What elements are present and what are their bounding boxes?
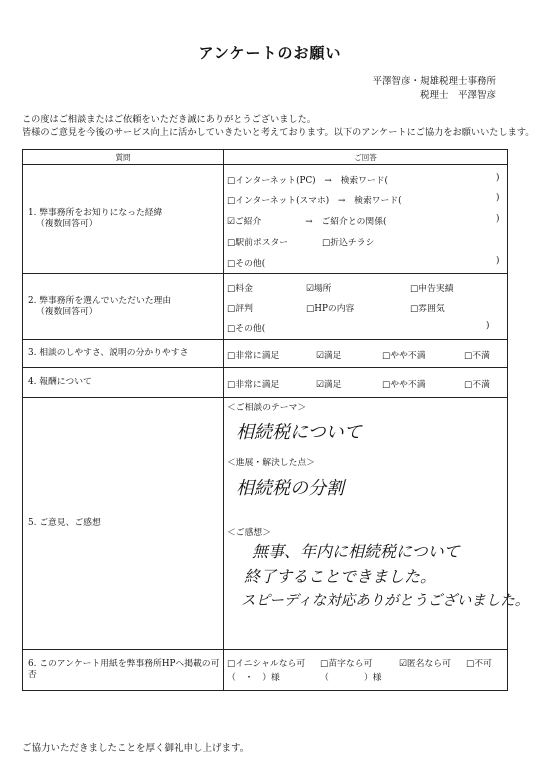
q1-opt-other[interactable]: □その他( bbox=[227, 259, 266, 269]
q3-answers bbox=[224, 340, 508, 368]
q2-label: 2. 弊事務所を選んでいただいた理由 （複数回答可） bbox=[23, 274, 224, 340]
q3-label: 3. 相談のしやすさ、説明の分かりやすさ bbox=[23, 340, 224, 368]
q2-opt-hp-content[interactable]: □HPの内容 bbox=[306, 304, 355, 314]
q3-opt-somewhat-dissatisfied[interactable]: □やや不満 bbox=[382, 351, 426, 361]
q2-opt-other[interactable]: □その他( bbox=[227, 324, 266, 334]
survey-table bbox=[22, 149, 530, 691]
q4-opt-somewhat-dissatisfied[interactable]: □やや不満 bbox=[382, 380, 426, 390]
q2-opt-atmosphere[interactable]: □雰囲気 bbox=[410, 304, 445, 314]
thank-you-footer: ご協力いただきましたことを厚く御礼申し上げます。 bbox=[22, 743, 250, 754]
answer-column-header: ご回答 bbox=[224, 150, 508, 165]
q4-answers bbox=[224, 368, 508, 398]
q2-opt-location[interactable]: ☑場所 bbox=[306, 284, 332, 294]
q1-opt-referral[interactable]: ☑ご紹介 → ご紹介との関係( bbox=[227, 217, 387, 227]
q4-opt-dissatisfied[interactable]: □不満 bbox=[464, 380, 490, 390]
q4-opt-satisfied[interactable]: ☑満足 bbox=[316, 380, 342, 390]
q1-answers: □インターネット(PC) → 検索ワード( ) □インターネット(スマホ) → 検索ワード( ) ☑ご紹介 → ご紹介との関係( ) □駅前ポスター □折込チラシ □その他( ) bbox=[224, 165, 508, 274]
q3-opt-dissatisfied[interactable]: □不満 bbox=[464, 351, 490, 361]
question-column-header: 質問 bbox=[23, 150, 224, 165]
intro-text bbox=[22, 113, 534, 139]
q6-opt-surname[interactable]: □苗字なら可 bbox=[320, 659, 373, 669]
q2-opt-fee[interactable]: □料金 bbox=[227, 284, 253, 294]
q6-surname-field[interactable]: （ ）様 bbox=[320, 673, 382, 683]
q5-theme-answer[interactable]: 相続税について bbox=[236, 422, 362, 443]
q6-initials-field[interactable]: （ ・ ）様 bbox=[227, 673, 280, 683]
q5-progress-heading: ＜進展・解決した点＞ bbox=[227, 458, 315, 468]
q6-label: 6. このアンケート用紙を弊事務所HPへ掲載の可否 bbox=[23, 650, 224, 691]
q5-answers bbox=[224, 398, 530, 650]
q6-opt-initials[interactable]: □イニシャルなら可 bbox=[227, 659, 306, 669]
q4-label: 4. 報酬について bbox=[23, 368, 224, 398]
intro-line-1: この度はご相談またはご依頼をいただき誠にありがとうございました。 bbox=[22, 114, 316, 125]
q2-opt-track-record[interactable]: □申告実績 bbox=[410, 284, 454, 294]
q5-progress-answer[interactable]: 相続税の分割 bbox=[236, 478, 344, 499]
q1-opt-flyer[interactable]: □折込チラシ bbox=[322, 238, 375, 248]
office-block bbox=[372, 75, 496, 103]
office-name: 平澤智彦・規雄税理士事務所 bbox=[372, 76, 496, 87]
q5-impression-line-3[interactable]: スピーディな対応ありがとうございました。 bbox=[241, 593, 530, 609]
q6-opt-anonymous[interactable]: ☑匿名なら可 bbox=[399, 659, 451, 669]
q1-label: 1. 弊事務所をお知りになった経緯 （複数回答可） bbox=[23, 165, 224, 274]
q3-opt-very-satisfied[interactable]: □非常に満足 bbox=[227, 351, 280, 361]
q5-label: 5. ご意見、ご感想 bbox=[23, 398, 224, 650]
q5-impression-line-2[interactable]: 終了することできました。 bbox=[244, 567, 437, 586]
intro-line-2: 皆様のご意見を今後のサービス向上に活かしていきたいと考えております。以下のアンケートにご協力をお願いいたします。 bbox=[22, 127, 535, 138]
q3-opt-satisfied[interactable]: ☑満足 bbox=[316, 351, 342, 361]
q2-answers: □料金 ☑場所 □申告実績 □評判 □HPの内容 □雰囲気 □その他( ) bbox=[224, 274, 508, 340]
q5-theme-heading: ＜ご相談のテーマ＞ bbox=[227, 403, 307, 413]
q1-opt-internet-phone[interactable]: □インターネット(スマホ) → 検索ワード( bbox=[227, 196, 402, 206]
q1-opt-station-poster[interactable]: □駅前ポスター bbox=[227, 238, 289, 248]
accountant-name: 税理士 平澤智彦 bbox=[419, 90, 496, 101]
q5-impression-line-1[interactable]: 無事、年内に相続税について bbox=[252, 542, 460, 561]
q4-opt-very-satisfied[interactable]: □非常に満足 bbox=[227, 380, 280, 390]
q5-impression-heading: ＜ご感想＞ bbox=[227, 528, 271, 538]
q6-opt-not-allowed[interactable]: □不可 bbox=[466, 659, 492, 669]
q2-opt-reputation[interactable]: □評判 bbox=[227, 304, 253, 314]
q6-answers bbox=[224, 650, 508, 691]
q1-opt-internet-pc[interactable]: □インターネット(PC) → 検索ワード( bbox=[227, 176, 388, 186]
page-title: アンケートのお願い bbox=[198, 44, 342, 62]
